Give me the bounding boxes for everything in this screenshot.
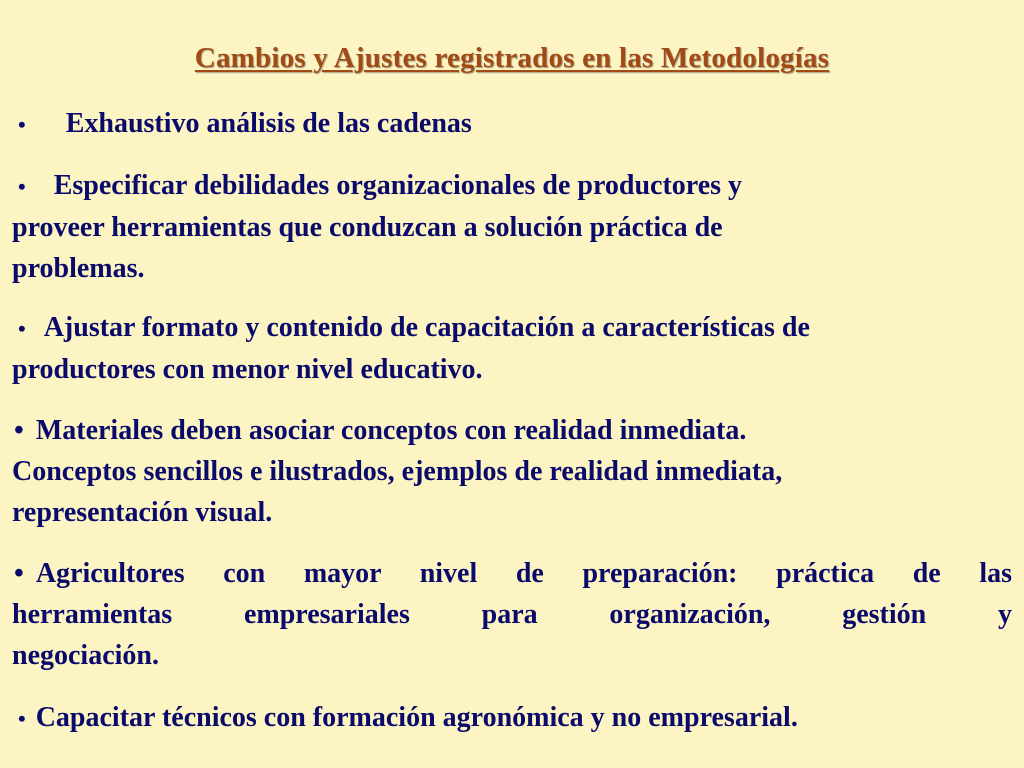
bullet-item-2 bbox=[12, 165, 1012, 289]
bullet-item-3 bbox=[12, 307, 1012, 390]
bullet-text-line: Ajustar formato y contenido de capacitación a características de bbox=[43, 312, 810, 343]
bullet-text-line: Capacitar técnicos con formación agronómica y no empresarial. bbox=[35, 702, 798, 733]
bullet-item-4 bbox=[12, 410, 1012, 533]
bullet-text-line: Exhaustivo análisis de las cadenas bbox=[65, 108, 472, 139]
bullet-item-6 bbox=[12, 697, 1012, 739]
bullet-icon: • bbox=[18, 316, 26, 341]
bullet-item-5 bbox=[12, 553, 1012, 676]
bullet-text-line: Especificar debilidades organizacionales de productores y bbox=[53, 170, 743, 201]
bullet-item-1 bbox=[12, 103, 1012, 145]
bullet-text-line: negociación. bbox=[12, 640, 159, 671]
bullet-text-line: proveer herramientas que conduzcan a solución práctica de bbox=[12, 212, 723, 243]
bullet-icon: • bbox=[18, 174, 26, 199]
bullet-text-line: Conceptos sencillos e ilustrados, ejemplos de realidad inmediata, bbox=[12, 456, 783, 487]
bullet-text-line: problemas. bbox=[12, 253, 145, 284]
bullet-icon: • bbox=[14, 558, 24, 589]
bullet-text-line: Agricultores con mayor nivel de preparación: práctica de las bbox=[35, 558, 1012, 589]
bullet-icon: • bbox=[14, 415, 24, 446]
bullet-icon: • bbox=[18, 112, 26, 137]
bullet-text-line: Materiales deben asociar conceptos con realidad inmediata. bbox=[35, 415, 747, 446]
slide-title: Cambios y Ajustes registrados en las Metodologías bbox=[194, 42, 830, 74]
bullet-text-line: representación visual. bbox=[12, 497, 273, 528]
bullet-text-line: herramientas empresariales para organización, gestión y bbox=[12, 599, 1012, 630]
bullet-icon: • bbox=[18, 706, 26, 731]
bullet-text-line: productores con menor nivel educativo. bbox=[12, 354, 483, 385]
